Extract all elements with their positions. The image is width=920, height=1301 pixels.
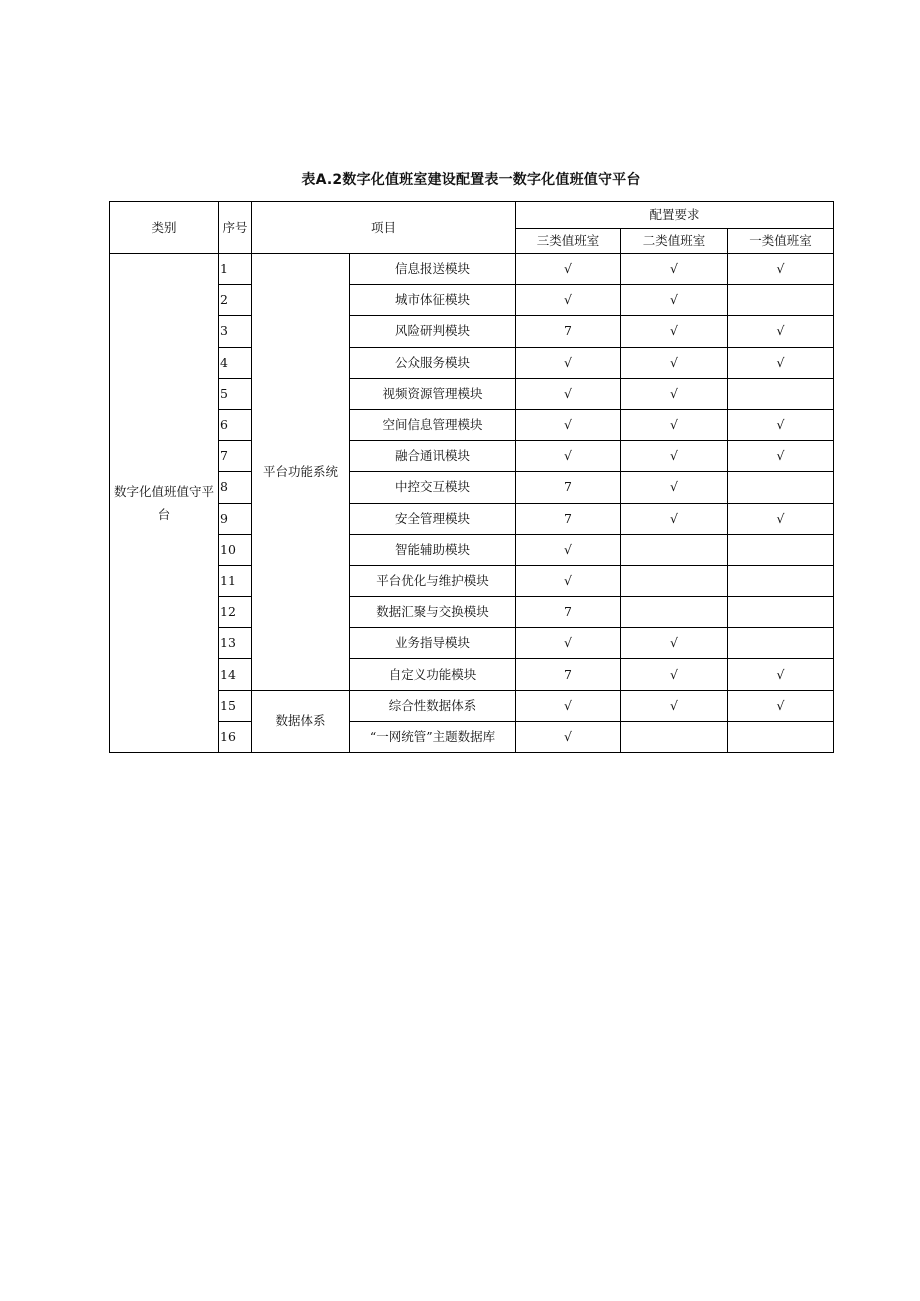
table-row [110, 565, 834, 596]
module-cell: 信息报送模块 [350, 254, 516, 285]
class2-cell [621, 597, 728, 628]
class1-cell: √ [728, 690, 834, 721]
seq-cell: 14 [219, 659, 252, 690]
module-cell: 中控交互模块 [350, 472, 516, 503]
class2-cell: √ [621, 628, 728, 659]
class1-cell: √ [728, 659, 834, 690]
module-cell: 视频资源管理模块 [350, 378, 516, 409]
seq-cell: 8 [219, 472, 252, 503]
module-cell: 空间信息管理模块 [350, 409, 516, 440]
table-row [110, 316, 834, 347]
class3-cell: √ [516, 721, 621, 752]
header-class2: 二类值班室 [621, 229, 728, 254]
seq-cell: 9 [219, 503, 252, 534]
class1-cell [728, 472, 834, 503]
class1-cell: √ [728, 503, 834, 534]
seq-cell: 13 [219, 628, 252, 659]
header-config-requirement: 配置要求 [516, 202, 834, 229]
module-cell: 数据汇聚与交换模块 [350, 597, 516, 628]
table-row [110, 721, 834, 752]
seq-cell: 2 [219, 285, 252, 316]
class1-cell [728, 565, 834, 596]
module-cell: 智能辅助模块 [350, 534, 516, 565]
module-cell: 融合通讯模块 [350, 441, 516, 472]
table-row [110, 659, 834, 690]
seq-cell: 5 [219, 378, 252, 409]
table-row [110, 628, 834, 659]
class2-cell [621, 534, 728, 565]
class2-cell: √ [621, 441, 728, 472]
header-item: 项目 [252, 202, 516, 254]
class2-cell [621, 565, 728, 596]
class3-cell: √ [516, 378, 621, 409]
table-row [110, 597, 834, 628]
header-seq: 序号 [219, 202, 252, 254]
module-cell: 公众服务模块 [350, 347, 516, 378]
class2-cell: √ [621, 378, 728, 409]
seq-cell: 1 [219, 254, 252, 285]
header-class1: 一类值班室 [728, 229, 834, 254]
class2-cell: √ [621, 316, 728, 347]
category-cell: 数字化值班值守平台 [110, 254, 219, 753]
header-category: 类别 [110, 202, 219, 254]
class3-cell: 7 [516, 472, 621, 503]
class2-cell: √ [621, 659, 728, 690]
class3-cell: √ [516, 441, 621, 472]
class1-cell [728, 628, 834, 659]
seq-cell: 12 [219, 597, 252, 628]
class3-cell: √ [516, 347, 621, 378]
class1-cell: √ [728, 409, 834, 440]
seq-cell: 4 [219, 347, 252, 378]
class3-cell: √ [516, 690, 621, 721]
table-caption: 表A.2数字化值班室建设配置表一数字化值班值守平台 [301, 172, 641, 188]
seq-cell: 10 [219, 534, 252, 565]
class1-cell: √ [728, 441, 834, 472]
class1-cell [728, 721, 834, 752]
header-class3: 三类值班室 [516, 229, 621, 254]
class2-cell: √ [621, 503, 728, 534]
table-row [110, 503, 834, 534]
class3-cell: 7 [516, 503, 621, 534]
table-row [110, 254, 834, 285]
table-row [110, 285, 834, 316]
module-cell: 自定义功能模块 [350, 659, 516, 690]
module-cell: “一网统管”主题数据库 [350, 721, 516, 752]
class2-cell: √ [621, 285, 728, 316]
class2-cell: √ [621, 254, 728, 285]
table-row [110, 441, 834, 472]
class3-cell: √ [516, 285, 621, 316]
class2-cell: √ [621, 690, 728, 721]
class1-cell [728, 285, 834, 316]
module-cell: 风险研判模块 [350, 316, 516, 347]
class1-cell: √ [728, 254, 834, 285]
seq-cell: 16 [219, 721, 252, 752]
seq-cell: 11 [219, 565, 252, 596]
class3-cell: √ [516, 254, 621, 285]
module-cell: 安全管理模块 [350, 503, 516, 534]
class3-cell: √ [516, 565, 621, 596]
class3-cell: 7 [516, 597, 621, 628]
module-cell: 平台优化与维护模块 [350, 565, 516, 596]
class3-cell: 7 [516, 659, 621, 690]
class1-cell [728, 378, 834, 409]
class3-cell: √ [516, 534, 621, 565]
class2-cell: √ [621, 472, 728, 503]
class2-cell: √ [621, 347, 728, 378]
module-cell: 城市体征模块 [350, 285, 516, 316]
module-cell: 综合性数据体系 [350, 690, 516, 721]
table-row [110, 409, 834, 440]
class1-cell [728, 597, 834, 628]
table-row [110, 690, 834, 721]
seq-cell: 15 [219, 690, 252, 721]
class3-cell: √ [516, 628, 621, 659]
table-row [110, 378, 834, 409]
module-cell: 业务指导模块 [350, 628, 516, 659]
group-cell: 数据体系 [252, 690, 350, 752]
class3-cell: √ [516, 409, 621, 440]
seq-cell: 6 [219, 409, 252, 440]
seq-cell: 3 [219, 316, 252, 347]
class1-cell: √ [728, 316, 834, 347]
table-row [110, 347, 834, 378]
class3-cell: 7 [516, 316, 621, 347]
config-table [109, 201, 834, 753]
class2-cell [621, 721, 728, 752]
group-cell: 平台功能系统 [252, 254, 350, 691]
class2-cell: √ [621, 409, 728, 440]
class1-cell [728, 534, 834, 565]
table-row [110, 472, 834, 503]
table-row [110, 534, 834, 565]
header-row [110, 202, 834, 229]
seq-cell: 7 [219, 441, 252, 472]
class1-cell: √ [728, 347, 834, 378]
